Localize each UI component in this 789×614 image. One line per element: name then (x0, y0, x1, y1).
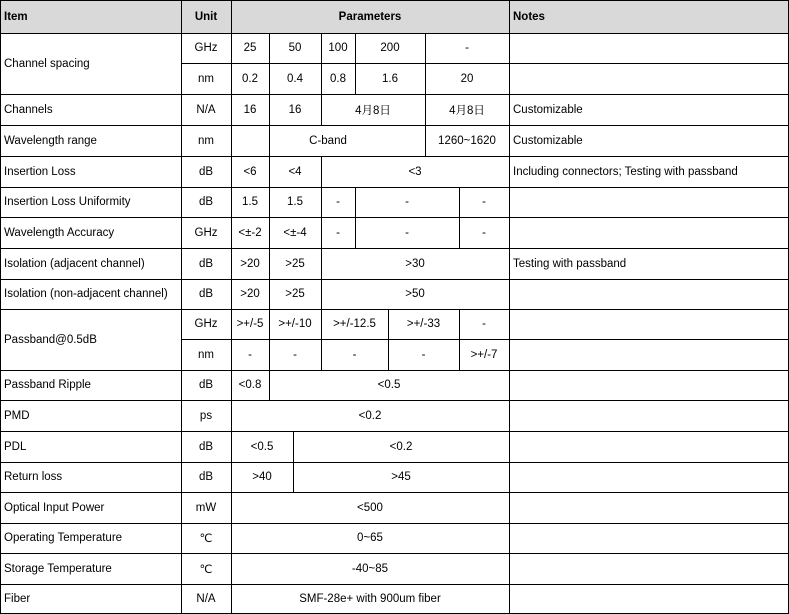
pmd-val: <0.2 (358, 409, 382, 422)
wavelength-accuracy-val-5: - (482, 226, 486, 239)
channels-note: Customizable (513, 103, 583, 116)
grid-line (293, 431, 294, 492)
channels-val-4: 4月8日 (449, 104, 485, 117)
return-loss-val-1: >40 (252, 471, 272, 483)
grid-line (0, 156, 789, 157)
iso-nonadjacent-val-2: >25 (285, 288, 305, 300)
row-label-passband-ripple: Passband Ripple (4, 379, 91, 391)
iso-adjacent-val-1: >20 (240, 257, 260, 270)
grid-line (355, 187, 356, 248)
wavelength-range-unit: nm (198, 134, 214, 147)
grid-line (509, 0, 510, 614)
row-label-fiber: Fiber (4, 593, 31, 605)
wavelength-accuracy-val-1: <±-2 (238, 226, 262, 239)
spacing-ghz-1: 25 (243, 42, 257, 54)
grid-line (425, 33, 426, 125)
spacing-nm-4: 1.6 (382, 72, 398, 85)
header-parameters: Parameters (231, 0, 509, 33)
header-unit: Unit (181, 0, 231, 33)
fiber-val: SMF-28e+ with 900um fiber (299, 593, 441, 605)
iso-adjacent-val-2: >25 (285, 257, 305, 270)
passband-ghz-3: >+/-12.5 (333, 318, 376, 330)
row-label-iso-adjacent: Isolation (adjacent channel) (4, 257, 145, 270)
passband-nm-5: >+/-7 (470, 348, 498, 361)
row-label-storage-temp: Storage Temperature (4, 562, 112, 575)
wavelength-range-val-1: C-band (309, 134, 347, 147)
spacing-nm-2: 0.4 (287, 72, 303, 85)
grid-line (0, 94, 789, 95)
grid-line (269, 156, 270, 370)
passband-unit-nm: nm (198, 348, 214, 361)
insertion-loss-note: Including connectors; Testing with passband (513, 165, 738, 178)
spacing-ghz-5: - (465, 42, 469, 54)
grid-line (0, 400, 789, 401)
insertion-loss-val-2: <4 (288, 165, 302, 178)
spacing-ghz-3: 100 (328, 42, 348, 54)
row-label-wavelength-range: Wavelength range (4, 134, 97, 147)
passband-unit-ghz: GHz (194, 318, 218, 330)
passband-nm-3: - (352, 348, 357, 361)
pdl-val-1: <0.5 (250, 440, 274, 453)
grid-line (0, 217, 789, 218)
channels-val-1: 16 (243, 103, 257, 116)
unit-nm: nm (198, 72, 214, 85)
grid-line (425, 125, 426, 156)
grid-line (231, 0, 232, 614)
passband-ripple-val-2: <0.5 (377, 379, 401, 391)
row-label-return-loss: Return loss (4, 471, 63, 483)
il-uniformity-unit: dB (198, 196, 214, 208)
header-item: Item (0, 0, 181, 33)
grid-line (321, 94, 322, 125)
il-uniformity-val-3: - (336, 196, 340, 208)
row-label-iso-nonadjacent: Isolation (non-adjacent channel) (4, 288, 168, 300)
header-notes: Notes (509, 0, 789, 33)
grid-line (459, 309, 460, 370)
row-label-wavelength-accuracy: Wavelength Accuracy (4, 226, 115, 239)
return-loss-val-2: >45 (391, 471, 411, 483)
grid-line (0, 462, 789, 463)
pdl-val-2: <0.2 (389, 440, 413, 453)
channels-val-3: 4月8日 (355, 104, 391, 117)
insertion-loss-val-1: <6 (243, 165, 257, 178)
grid-line (181, 0, 182, 614)
grid-line (388, 309, 389, 370)
unit-ghz: GHz (194, 42, 218, 54)
storage-temp-val: -40~85 (351, 562, 389, 575)
row-label-operating-temp: Operating Temperature (4, 532, 123, 544)
spacing-ghz-4: 200 (380, 42, 400, 54)
row-label-il-uniformity: Insertion Loss Uniformity (4, 196, 131, 208)
grid-line (0, 370, 789, 371)
spacing-ghz-2: 50 (288, 42, 302, 54)
passband-ripple-unit: dB (198, 379, 214, 391)
row-label-passband: Passband@0.5dB (4, 333, 97, 346)
grid-line (0, 431, 789, 432)
grid-line (269, 370, 270, 400)
grid-line (0, 279, 789, 280)
grid-line (0, 187, 789, 188)
passband-ghz-4: >+/-33 (406, 318, 441, 330)
il-uniformity-val-1: 1.5 (242, 196, 258, 208)
spacing-nm-1: 0.2 (242, 72, 258, 85)
il-uniformity-val-4: - (405, 196, 409, 208)
passband-ghz-1: >+/-5 (236, 318, 264, 330)
wavelength-range-val-2: 1260~1620 (438, 134, 496, 147)
iso-nonadjacent-val-3: >50 (405, 288, 425, 300)
wavelength-accuracy-val-4: - (405, 226, 409, 239)
spacing-nm-5: 20 (460, 72, 474, 85)
row-label-pdl: PDL (4, 440, 27, 453)
grid-line (0, 33, 789, 34)
grid-line (321, 33, 322, 94)
grid-line (269, 33, 270, 156)
operating-temp-unit: ℃ (199, 533, 213, 545)
grid-line (0, 309, 789, 310)
fiber-unit: N/A (196, 593, 216, 605)
grid-line (0, 553, 789, 554)
iso-nonadjacent-val-1: >20 (240, 288, 260, 300)
grid-line (355, 33, 356, 94)
storage-temp-unit: ℃ (199, 563, 213, 576)
grid-line (0, 248, 789, 249)
grid-line (0, 584, 789, 585)
pdl-unit: dB (198, 440, 214, 453)
wavelength-accuracy-val-2: <±-4 (283, 226, 307, 239)
channels-unit: N/A (196, 103, 216, 116)
row-label-channels: Channels (4, 103, 53, 116)
iso-adjacent-note: Testing with passband (513, 257, 627, 270)
grid-line (0, 125, 789, 126)
optical-power-unit: mW (195, 501, 217, 514)
wavelength-accuracy-val-3: - (336, 226, 340, 239)
passband-ghz-5: - (482, 318, 486, 330)
il-uniformity-val-5: - (482, 196, 486, 208)
grid-line (181, 63, 789, 64)
pmd-unit: ps (199, 409, 213, 422)
passband-nm-1: - (248, 348, 252, 361)
grid-line (181, 339, 789, 340)
passband-ghz-2: >+/-10 (278, 318, 312, 330)
row-label-insertion-loss: Insertion Loss (4, 165, 76, 178)
wavelength-range-note: Customizable (513, 134, 583, 147)
il-uniformity-val-2: 1.5 (287, 196, 303, 208)
wavelength-accuracy-unit: GHz (194, 226, 218, 239)
return-loss-unit: dB (198, 471, 214, 483)
operating-temp-val: 0~65 (357, 532, 383, 544)
passband-nm-2: - (293, 348, 297, 361)
iso-nonadjacent-unit: dB (198, 288, 214, 300)
optical-power-val: <500 (357, 501, 383, 514)
insertion-loss-unit: dB (198, 165, 214, 178)
grid-line (0, 523, 789, 524)
row-label-channel-spacing: Channel spacing (4, 57, 90, 70)
row-label-optical-power: Optical Input Power (4, 501, 105, 514)
iso-adjacent-unit: dB (198, 257, 214, 270)
spacing-nm-3: 0.8 (330, 72, 346, 85)
iso-adjacent-val-3: >30 (405, 257, 425, 270)
grid-line (321, 156, 322, 370)
passband-ripple-val-1: <0.8 (238, 379, 262, 391)
grid-line (459, 187, 460, 248)
row-label-pmd: PMD (4, 409, 30, 422)
insertion-loss-val-3: <3 (408, 165, 422, 178)
channels-val-2: 16 (288, 103, 302, 116)
grid-line (0, 492, 789, 493)
passband-nm-4: - (421, 348, 426, 361)
